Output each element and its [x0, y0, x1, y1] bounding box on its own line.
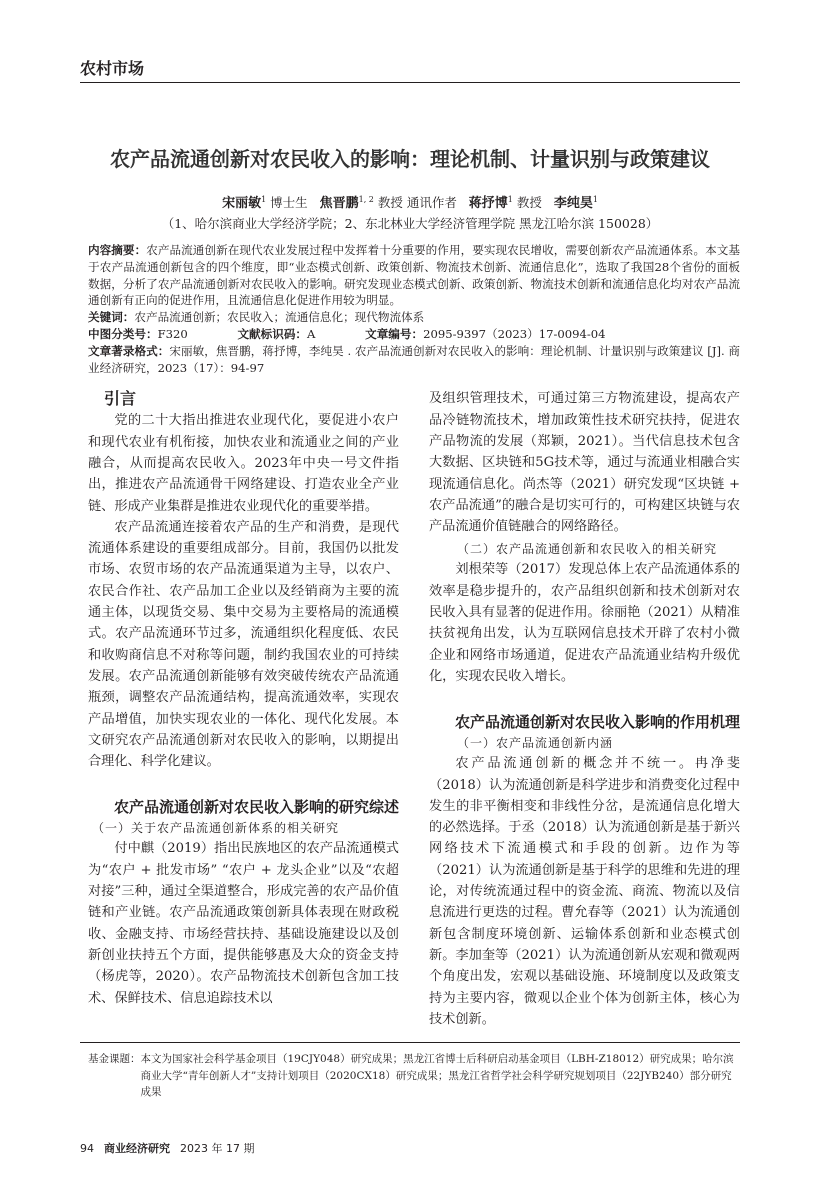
keywords-label: 关键词：	[88, 310, 135, 325]
left-column	[88, 388, 399, 1008]
classification-row	[88, 326, 740, 343]
author-name: 焦晋鹏	[319, 196, 359, 211]
author-affil-mark: 1, 2	[358, 194, 374, 204]
fund-text: 本文为国家社会科学基金项目（19CJY048）研究成果；黑龙江省博士后科研启动基金项目（LBH-Z18012）研究成果；哈尔滨商业大学“青年创新人才”支持计划项目（2020CX18）研究成果；黑龙江省哲学社会科学研究规划项目（22JYB240）部分研究成果	[140, 1053, 734, 1099]
abstract-block	[88, 242, 740, 376]
citation-label: 文章著录格式：	[88, 343, 170, 358]
fund-note	[88, 1051, 738, 1101]
author-affil-mark: 1	[261, 194, 267, 204]
subsection-heading: （二）农产品流通创新和农民收入的相关研究	[457, 542, 718, 557]
article-title: 农产品流通创新对农民收入的影响：理论机制、计量识别与政策建议	[110, 147, 710, 171]
body-columns	[88, 388, 740, 1030]
doc-code-label: 文献标识码：	[237, 326, 308, 341]
fund-label: 基金课题：	[88, 1053, 141, 1066]
doc-code-value: A	[307, 326, 316, 341]
paragraph: 付中麒（2019）指出民族地区的农产品流通模式为“农户 + 批发市场” “农户 + 龙头企业”以及“农超对接”三种，通过全渠道整合，形成完善的农产品价值链和产业链。农产品流通政策创新具体表现在财政税收、金融支持、市场经营扶持、基础设施建设以及创新创业扶持五个方面，提供能够惠及大众的资金支持（杨虎等，2020）。农产品物流技术创新包含加工技术、保鲜技术、信息追踪技术以	[88, 841, 399, 1006]
section-label: 农村市场	[80, 59, 145, 78]
right-column	[429, 388, 740, 1030]
author-name: 蒋抒博	[468, 196, 508, 211]
clc-value: F320	[157, 326, 188, 341]
author-role: 博士生	[270, 195, 308, 210]
author-affil-mark: 1	[592, 194, 598, 204]
article-no-value: 2095-9397（2023）17-0094-04	[423, 326, 606, 341]
abstract-text: 农产品流通创新在现代农业发展过程中发挥着十分重要的作用，要实现农民增收，需要创新农产品流通体系。本文基于农产品流通创新包含的四个维度，即“业态模式创新、政策创新、物流技术创新、流通信息化”，选取了我国28个省份的面板数据，分析了农产品流通创新对农民收入的影响。研究发现业态模式创新、政策创新、物流技术创新和流通信息化均对农产品流通创新有正向的促进作用，且流通信息化促进作用较为明显。	[88, 243, 740, 308]
keywords-text: 农产品流通创新；农民收入；流通信息化；现代物流体系	[134, 310, 425, 325]
author-affil-mark: 1	[507, 194, 513, 204]
paragraph: 农产品流通连接着农产品的生产和消费，是现代流通体系建设的重要组成部分。目前，我国仍以批发市场、农贸市场的农产品流通渠道为主导，以农户、农民合作社、农产品加工企业以及经销商为主要的流通主体，以现货交易、集中交易为主要格局的流通模式。农产品流通环节过多，流通组织化程度低、农民和收购商信息不对称等问题，制约我国农业的可持续发展。农产品流通创新能够有效突破传统农产品流通瓶颈，调整农产品流通结构，提高流通效率，实现农产品增值，加快实现农业的一体化、现代化发展。本文研究农产品流通创新对农民收入的影响，以期提出合理化、科学化建议。	[88, 519, 399, 770]
paragraph: 及组织管理技术，可通过第三方物流建设，提高农产品冷链物流技术，增加政策性技术研究扶持，促进农产品物流的发展（郑颖，2021）。当代信息技术包含大数据、区块链和5G技术等，通过与流通业相融合实现流通信息化。尚杰等（2021）研究发现“区块链 + 农产品流通”的融合是切实可行的，可构建区块链与农产品流通价值链融合的网络路径。	[429, 391, 740, 535]
keywords	[88, 309, 740, 326]
footnote-rule	[80, 1042, 740, 1043]
journal-name: 商业经济研究	[104, 1141, 170, 1155]
author-role: 教授	[516, 195, 542, 210]
abstract-label: 内容摘要：	[88, 243, 147, 257]
section-heading-review: 农产品流通创新对农民收入影响的研究综述	[113, 798, 399, 817]
paragraph: 农产品流通创新的概念并不统一。冉净斐（2018）认为流通创新是科学进步和消费变化过程中发生的非平衡相变和非线性分岔，是流通信息化增大的必然选择。于丞（2018）认为流通创新是基于新兴网络技术下流通模式和手段的创新。边作为等（2021）认为流通创新是基于科学的思维和先进的理论，对传统流通过程中的资金流、商流、物流以及信息流进行更迭的过程。曹允春等（2021）认为流通创新包含制度环境创新、运输体系创新和业态模式创新。李加奎等（2021）认为流通创新从宏观和微观两个角度出发，宏观以基础设施、环境制度以及政策支持为主要内容，微观以企业个体为创新主体，核心为技术创新。	[429, 756, 740, 1027]
author-line	[80, 193, 740, 214]
section-heading-mechanism: 农产品流通创新对农民收入影响的作用机理	[454, 713, 740, 732]
paragraph: 刘根荣等（2017）发现总体上农产品流通体系的效率是稳步提升的，农产品组织创新和技术创新对农民收入具有显著的促进作用。徐丽艳（2021）从精准扶贫视角出发，认为互联网信息技术开辟了农村小微企业和网络市场通道，促进农产品流通业结构升级优化，实现农民收入增长。	[429, 562, 740, 684]
affiliation: （1、哈尔滨商业大学经济学院；2、东北林业大学经济管理学院 黑龙江哈尔滨 150028）	[161, 216, 659, 231]
subsection-heading: （一）关于农产品流通创新体系的相关研究	[92, 821, 340, 836]
subsection-heading: （一）农产品流通创新内涵	[457, 736, 614, 751]
section-heading-intro: 引言	[104, 389, 137, 409]
page-number: 94	[80, 1141, 94, 1155]
header-rule	[80, 82, 740, 83]
citation-text: 宋丽敏，焦晋鹏，蒋抒博，李纯昊 . 农产品流通创新对农民收入的影响：理论机制、计量识别与政策建议 [J]. 商业经济研究，2023（17）：94-97	[88, 343, 740, 375]
clc-label: 中图分类号：	[88, 326, 158, 341]
author-role: 教授 通讯作者	[377, 195, 457, 210]
author-name: 宋丽敏	[222, 196, 262, 211]
citation	[88, 343, 740, 377]
author-name: 李纯昊	[553, 196, 593, 211]
paragraph: 党的二十大指出推进农业现代化，要促进小农户和现代农业有机衔接，加快农业和流通业之间的产业融合，从而提高农民收入。2023年中央一号文件指出，推进农产品流通骨干网络建设、打造农业全产业链、形成产业集群是推进农业现代化的重要举措。	[88, 413, 399, 514]
issue: 2023 年 17 期	[180, 1141, 255, 1155]
article-no-label: 文章编号：	[365, 326, 424, 341]
page-footer	[80, 1141, 740, 1157]
abstract	[88, 242, 740, 309]
